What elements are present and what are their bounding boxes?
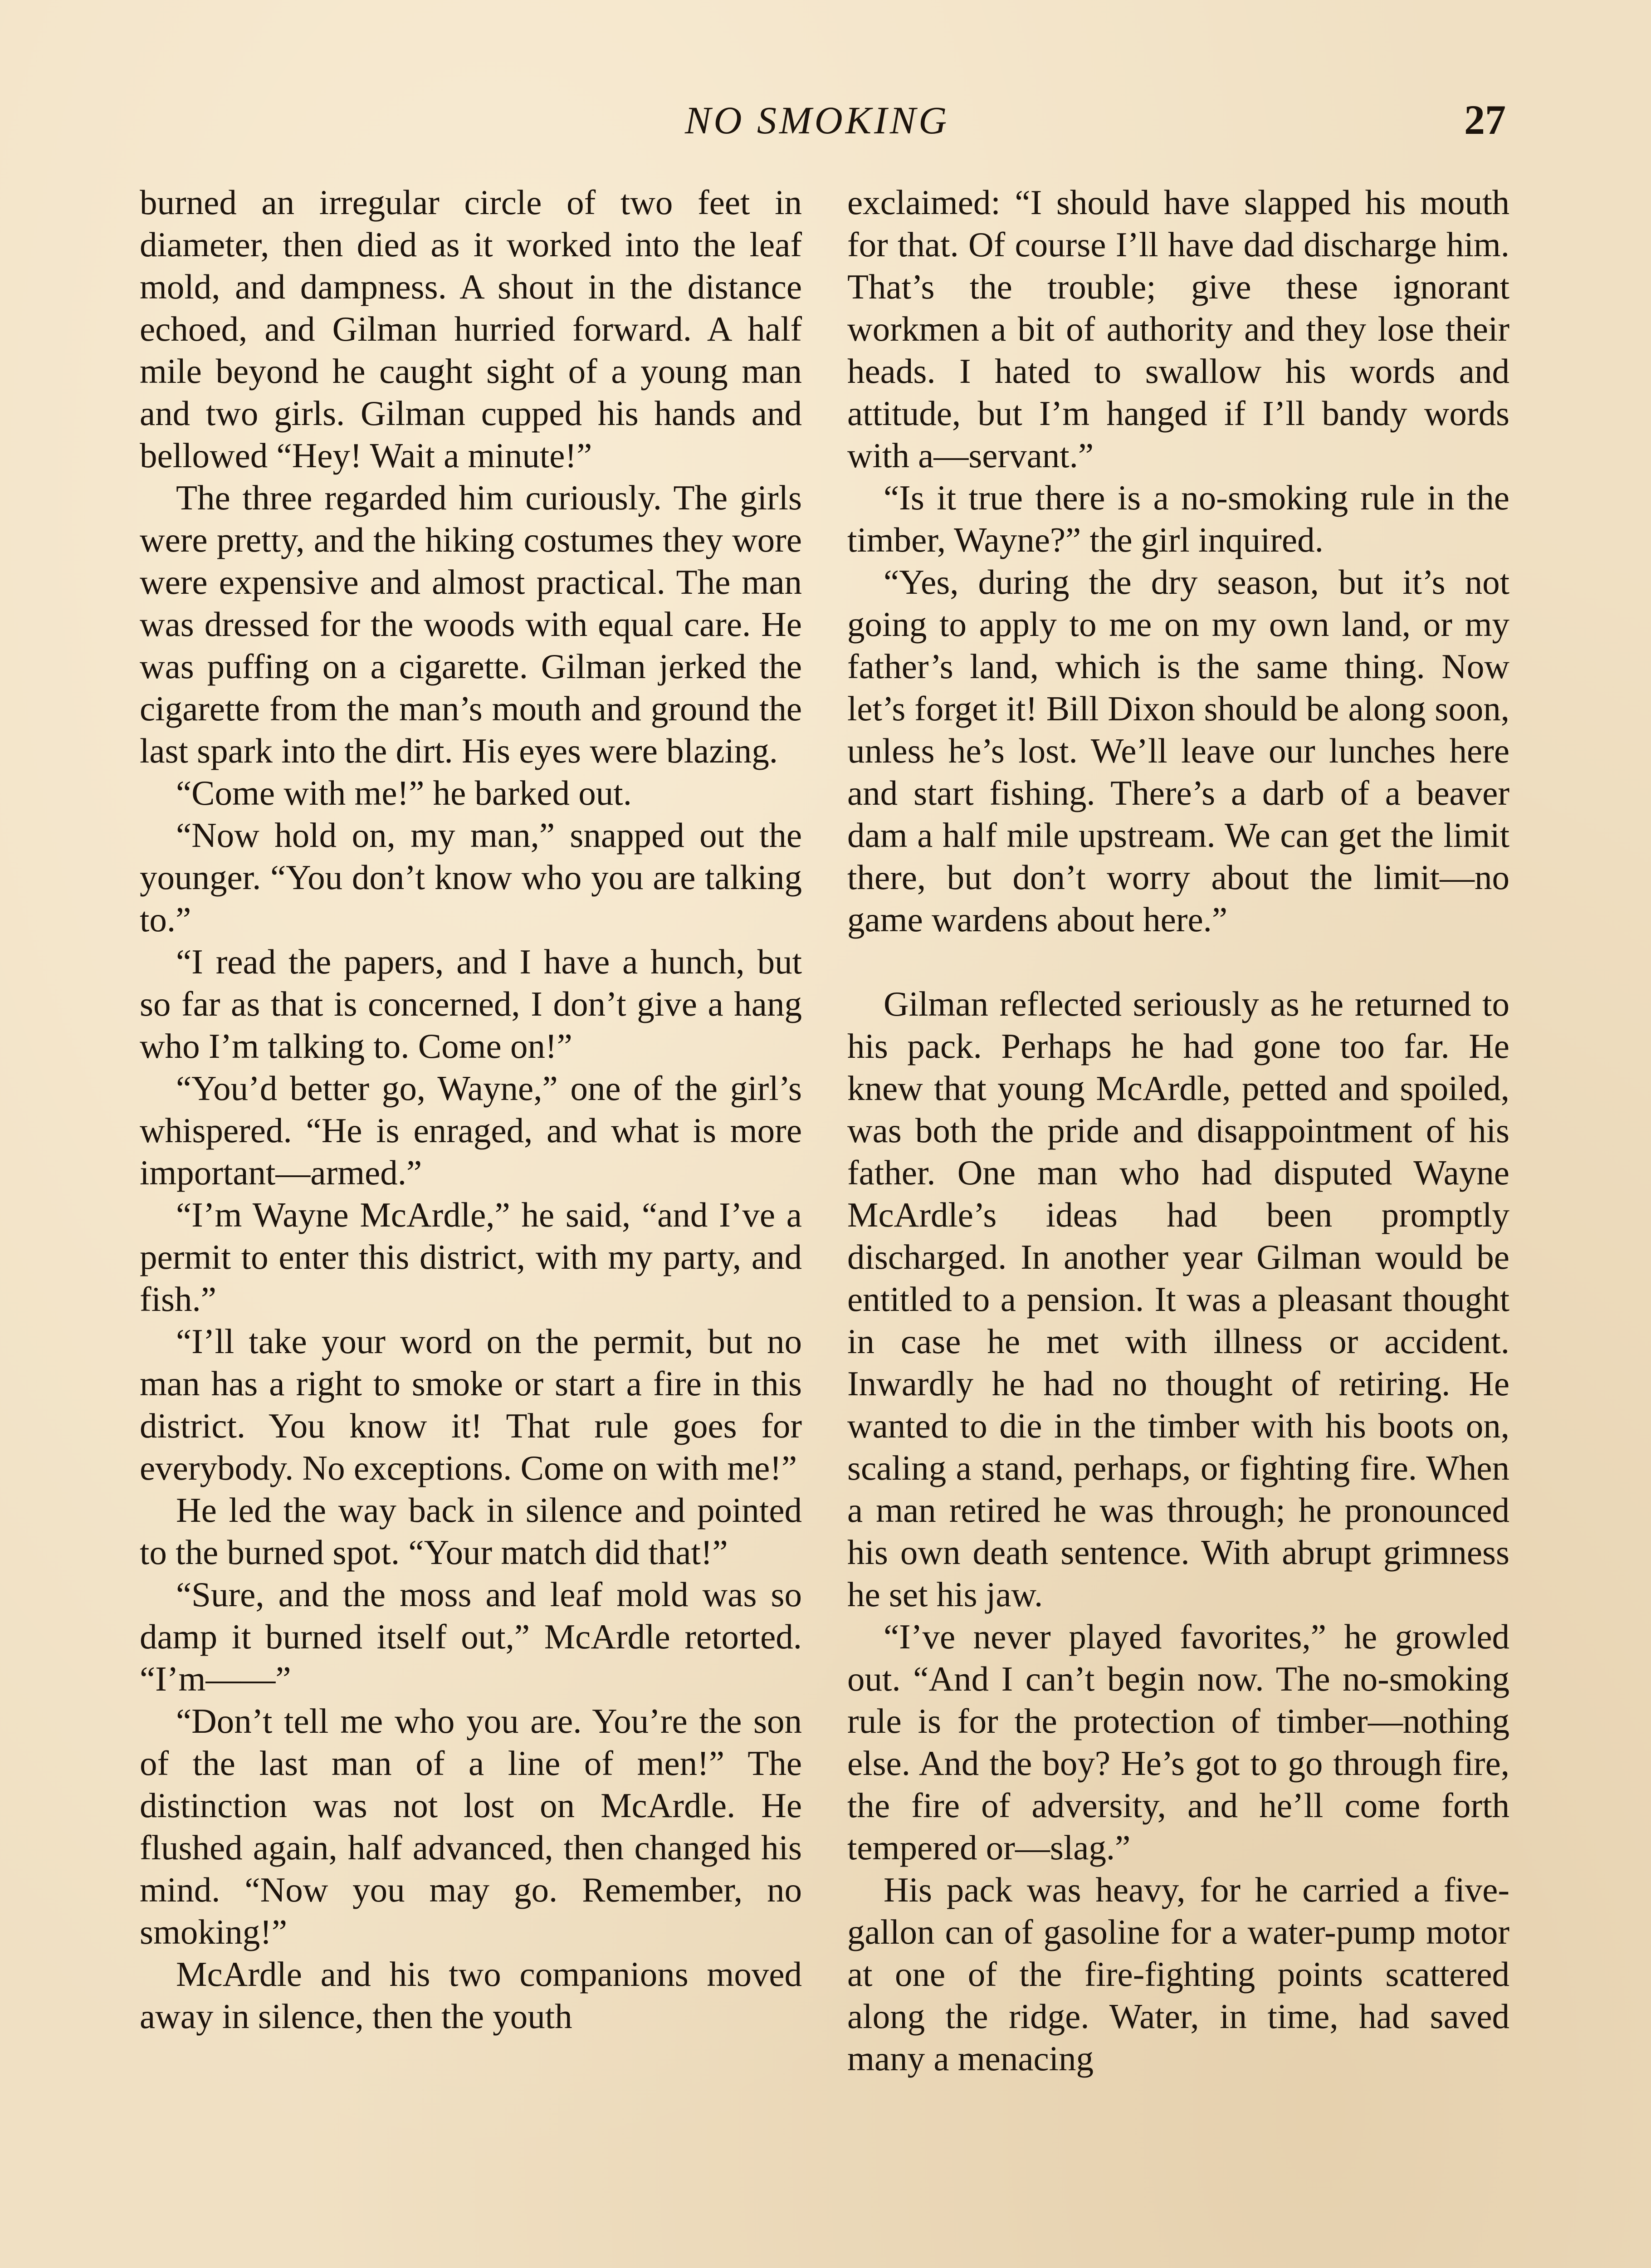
paragraph: burned an irregular circle of two feet in diameter, then died as it worked into the leaf mold, and dampness. A shout in the distance echoed, and Gilman hurried forward. A half mile beyond he caught sight of a young man and two girls. Gilman cupped his hands and bellowed “Hey! Wait a minute!”	[140, 183, 802, 475]
paragraph: “I read the papers, and I have a hunch, but so far as that is concerned, I don’t give a hang who I’m talking to. Come on!”	[140, 942, 802, 1066]
paragraph: “Is it true there is a no-smoking rule in the timber, Wayne?” the girl inquired.	[847, 478, 1509, 559]
paragraph: His pack was heavy, for he carried a five-gallon can of gasoline for a water-pump motor at one of the fire-fighting points scattered along the ridge. Water, in time, had saved many a menacing	[847, 1870, 1509, 2078]
running-head	[0, 98, 1651, 152]
paragraph: “I’m Wayne McArdle,” he said, “and I’ve a permit to enter this district, with my party, and fish.”	[140, 1195, 802, 1319]
paragraph: McArdle and his two companions moved away in silence, then the youth	[140, 1955, 802, 2036]
left-column	[140, 181, 802, 2038]
right-column	[847, 181, 1509, 2080]
paragraph: “Yes, during the dry season, but it’s not going to apply to me on my own land, or my father’s land, which is the same thing. Now let’s forget it! Bill Dixon should be along soon, unless he’s lost. We’ll leave our lunches here and start fishing. There’s a darb of a beaver dam a half mile upstream. We can get the limit there, but don’t worry about the limit—no game wardens about here.”	[847, 562, 1509, 939]
paragraph: “Don’t tell me who you are. You’re the son of the last man of a line of men!” The distinction was not lost on McArdle. He flushed again, half advanced, then changed his mind. “Now you may go. Remember, no smoking!”	[140, 1701, 802, 1951]
paragraph: “Sure, and the moss and leaf mold was so damp it burned itself out,” McArdle retorted. “I’m——”	[140, 1575, 802, 1698]
paragraph: “I’ve never played favorites,” he growled out. “And I can’t begin now. The no-smoking rule is for the protection of timber—nothing else. And the boy? He’s got to go through fire, the fire of adversity, and he’ll come forth tempered or—slag.”	[847, 1617, 1509, 1867]
page-number: 27	[1464, 97, 1506, 143]
paragraph: The three regarded him curiously. The girls were pretty, and the hiking costumes they wore were expensive and almost practical. The man was dressed for the woods with equal care. He was puffing on a cigarette. Gilman jerked the cigarette from the man’s mouth and ground the last spark into the dirt. His eyes were blazing.	[140, 478, 802, 770]
paragraph: “Now hold on, my man,” snapped out the younger. “You don’t know who you are talking to.”	[140, 816, 802, 939]
paragraph: “You’d better go, Wayne,” one of the girl’s whispered. “He is enraged, and what is more important—armed.”	[140, 1069, 802, 1192]
running-title: NO SMOKING	[685, 98, 950, 142]
paragraph: “Come with me!” he barked out.	[176, 773, 632, 812]
paragraph: Gilman reflected seriously as he returned to his pack. Perhaps he had gone too far. He knew that young McArdle, petted and spoiled, was both the pride and disappointment of his father. One man who had disputed Wayne McArdle’s ideas had been promptly discharged. In another year Gilman would be entitled to a pension. It was a pleasant thought in case he met with illness or accident. Inwardly he had no thought of retiring. He wanted to die in the timber with his boots on, scaling a stand, perhaps, or fighting fire. When a man retired he was through; he pronounced his own death sentence. With abrupt grimness he set his jaw.	[847, 984, 1509, 1614]
paragraph: He led the way back in silence and pointed to the burned spot. “Your match did that!”	[140, 1491, 802, 1572]
paragraph: exclaimed: “I should have slapped his mouth for that. Of course I’ll have dad discharge him. That’s the trouble; give these ignorant workmen a bit of authority and they lose their heads. I hated to swallow his words and attitude, but I’m hanged if I’ll bandy words with a—servant.”	[847, 183, 1509, 475]
paragraph: “I’ll take your word on the permit, but no man has a right to smoke or start a fire in this district. You know it! That rule goes for everybody. No exceptions. Come on with me!”	[140, 1322, 802, 1487]
